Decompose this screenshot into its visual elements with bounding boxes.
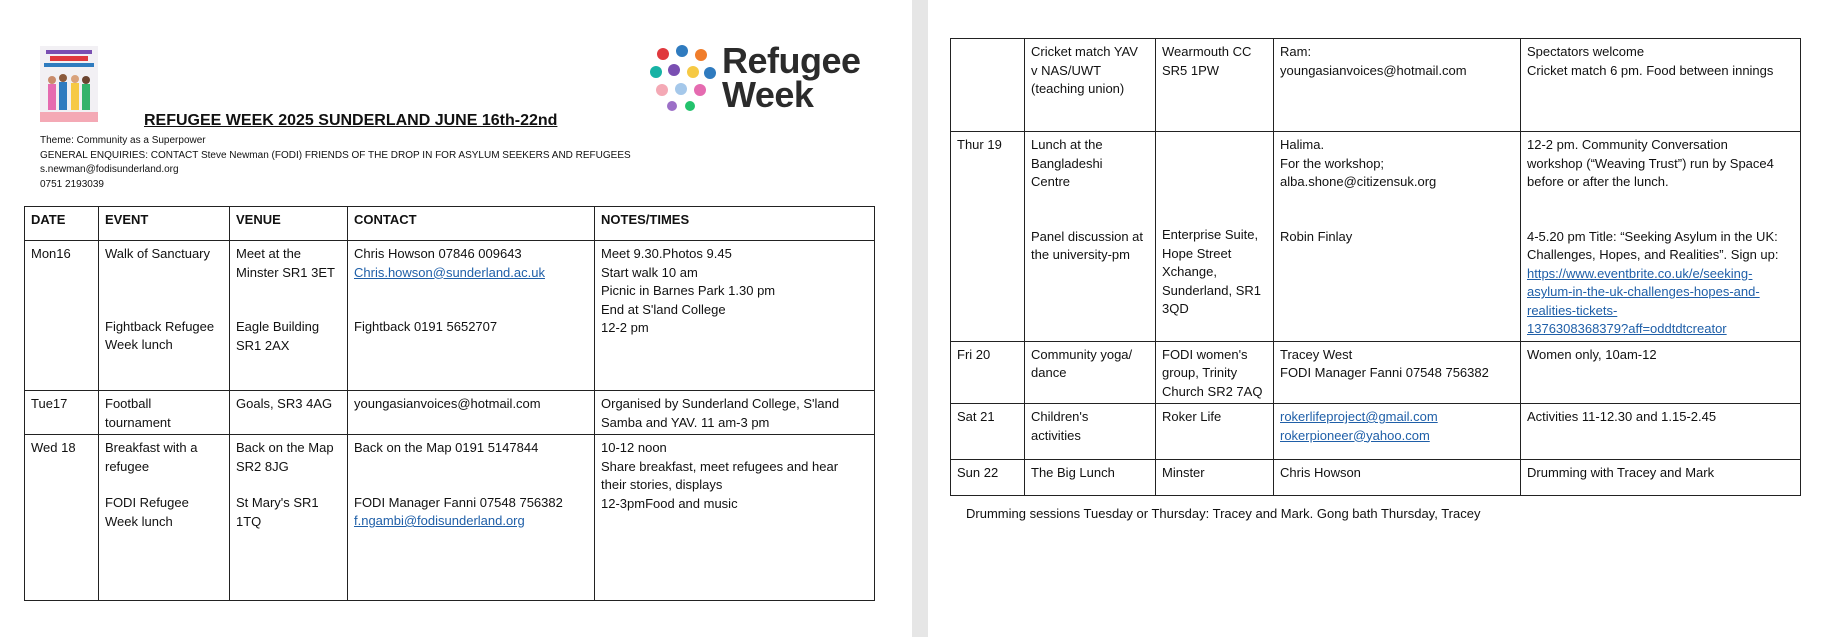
table-header-row <box>25 207 875 241</box>
date-cell: Sun 22 <box>951 460 1025 496</box>
document-title: REFUGEE WEEK 2025 SUNDERLAND JUNE 16th-22nd <box>144 112 558 129</box>
eventbrite-link[interactable]: asylum-in-the-uk-challenges-hopes-and- <box>1527 284 1760 299</box>
venue-cell: Enterprise Suite, Hope Street Xchange, Sunderland, SR1 3QD <box>1156 132 1274 342</box>
table-row-cricket <box>951 39 1801 132</box>
notes-cell: Activities 11-12.30 and 1.15-2.45 <box>1521 404 1801 460</box>
contact-cell: Tracey West FODI Manager Fanni 07548 756382 <box>1274 341 1521 404</box>
date-cell: Tue17 <box>25 391 99 435</box>
eventbrite-link[interactable]: https://www.eventbrite.co.uk/e/seeking- <box>1527 265 1753 281</box>
table-row-sat <box>951 404 1801 460</box>
event-cell: Community yoga/ dance <box>1025 341 1156 404</box>
table-row-thu <box>951 132 1801 342</box>
event-cell: Cricket match YAV v NAS/UWT (teaching union) <box>1025 39 1156 132</box>
contact-cell: Halima. For the workshop; alba.shone@citizensuk.org Robin Finlay <box>1274 132 1521 342</box>
footer-note: Drumming sessions Tuesday or Thursday: Tracey and Mark. Gong bath Thursday, Tracey <box>966 506 1481 521</box>
col-header-contact: CONTACT <box>348 207 595 241</box>
notes-cell: 10-12 noon Share breakfast, meet refugees and hear their stories, displays 12-3pmFood and music <box>595 435 875 601</box>
contact-cell: Chris Howson 07846 009643 Chris.howson@sunderland.ac.uk Fightback 0191 5652707 <box>348 241 595 391</box>
table-row-sun <box>951 460 1801 496</box>
email-link[interactable]: Chris.howson@sunderland.ac.uk <box>354 264 545 280</box>
notes-cell: Spectators welcome Cricket match 6 pm. Food between innings <box>1521 39 1801 132</box>
eventbrite-link[interactable]: realities-tickets- <box>1527 302 1618 318</box>
email-link[interactable]: f.ngambi@fodisunderland.org <box>354 513 525 528</box>
schedule-table-1 <box>24 206 875 601</box>
notes-cell: Women only, 10am-12 <box>1521 341 1801 404</box>
date-cell: Wed 18 <box>25 435 99 601</box>
eventbrite-link[interactable]: 1376308368379?aff=oddtdtcreator <box>1527 321 1727 336</box>
notes-cell: 12-2 pm. Community Conversation workshop (“Weaving Trust”) run by Space4 before or after the lunch. 4-5.20 pm Title: “Seeking Asylum in the UK: Challenges, Hopes, and Realities”. Sign up: https://www.eventbrite.co.uk/e/seeking- asylum-in-the-uk-challenges-hopes-and- realities-tickets- 1376308368379?aff=oddtdtcreator <box>1521 132 1801 342</box>
contact-cell: Ram: youngasianvoices@hotmail.com <box>1274 39 1521 132</box>
event-cell: Children's activities <box>1025 404 1156 460</box>
contact-cell: youngasianvoices@hotmail.com <box>348 391 595 435</box>
col-header-date: DATE <box>25 207 99 241</box>
venue-cell: Minster <box>1156 460 1274 496</box>
contact-cell: Back on the Map 0191 5147844 FODI Manager Fanni 07548 756382 f.ngambi@fodisunderland.org <box>348 435 595 601</box>
enquiries-email: s.newman@fodisunderland.org <box>40 164 179 175</box>
contact-cell <box>1274 404 1521 460</box>
brand-line-1: Refugee <box>722 40 861 81</box>
notes-cell: Organised by Sunderland College, S'land Samba and YAV. 11 am-3 pm <box>595 391 875 435</box>
col-header-event: EVENT <box>99 207 230 241</box>
schedule-table-2 <box>950 38 1801 496</box>
email-link[interactable]: rokerlifeproject@gmail.com <box>1280 409 1438 424</box>
notes-cell: Drumming with Tracey and Mark <box>1521 460 1801 496</box>
date-cell: Thur 19 <box>951 132 1025 342</box>
notes-cell: Meet 9.30.Photos 9.45 Start walk 10 am Picnic in Barnes Park 1.30 pm End at S'land College 12-2 pm <box>595 241 875 391</box>
refugee-week-dots-icon <box>650 45 716 111</box>
venue-cell: Roker Life <box>1156 404 1274 460</box>
col-header-venue: VENUE <box>230 207 348 241</box>
venue-cell: Back on the Map SR2 8JG St Mary's SR1 1TQ <box>230 435 348 601</box>
enquiries-line: GENERAL ENQUIRIES: CONTACT Steve Newman (FODI) FRIENDS OF THE DROP IN FOR ASYLUM SEEKERS AND REFUGEES <box>40 150 631 161</box>
date-cell <box>951 39 1025 132</box>
event-cell: Football tournament <box>99 391 230 435</box>
brand-line-2: Week <box>722 74 814 115</box>
venue-cell: FODI women's group, Trinity Church SR2 7AQ <box>1156 341 1274 404</box>
venue-cell: Meet at the Minster SR1 3ET Eagle Building SR1 2AX <box>230 241 348 391</box>
email-link[interactable]: rokerpioneer@yahoo.com <box>1280 427 1430 443</box>
contact-cell: Chris Howson <box>1274 460 1521 496</box>
theme-line: Theme: Community as a Superpower <box>40 135 206 146</box>
date-cell: Sat 21 <box>951 404 1025 460</box>
date-cell: Fri 20 <box>951 341 1025 404</box>
table-row-tue <box>25 391 875 435</box>
event-cell: Lunch at the Bangladeshi Centre Panel discussion at the university-pm <box>1025 132 1156 342</box>
document-page-1 <box>0 0 912 637</box>
table-row-wed <box>25 435 875 601</box>
venue-cell: Goals, SR3 4AG <box>230 391 348 435</box>
enquiries-phone: 0751 2193039 <box>40 179 104 190</box>
table-row-fri <box>951 341 1801 404</box>
community-superpower-poster-image <box>40 46 98 122</box>
event-cell: Walk of Sanctuary Fightback Refugee Week lunch <box>99 241 230 391</box>
col-header-notes: NOTES/TIMES <box>595 207 875 241</box>
date-cell: Mon16 <box>25 241 99 391</box>
venue-cell: Wearmouth CC SR5 1PW <box>1156 39 1274 132</box>
table-row-mon <box>25 241 875 391</box>
event-cell: Breakfast with a refugee FODI Refugee Week lunch <box>99 435 230 601</box>
refugee-week-logo <box>650 42 880 114</box>
event-cell: The Big Lunch <box>1025 460 1156 496</box>
